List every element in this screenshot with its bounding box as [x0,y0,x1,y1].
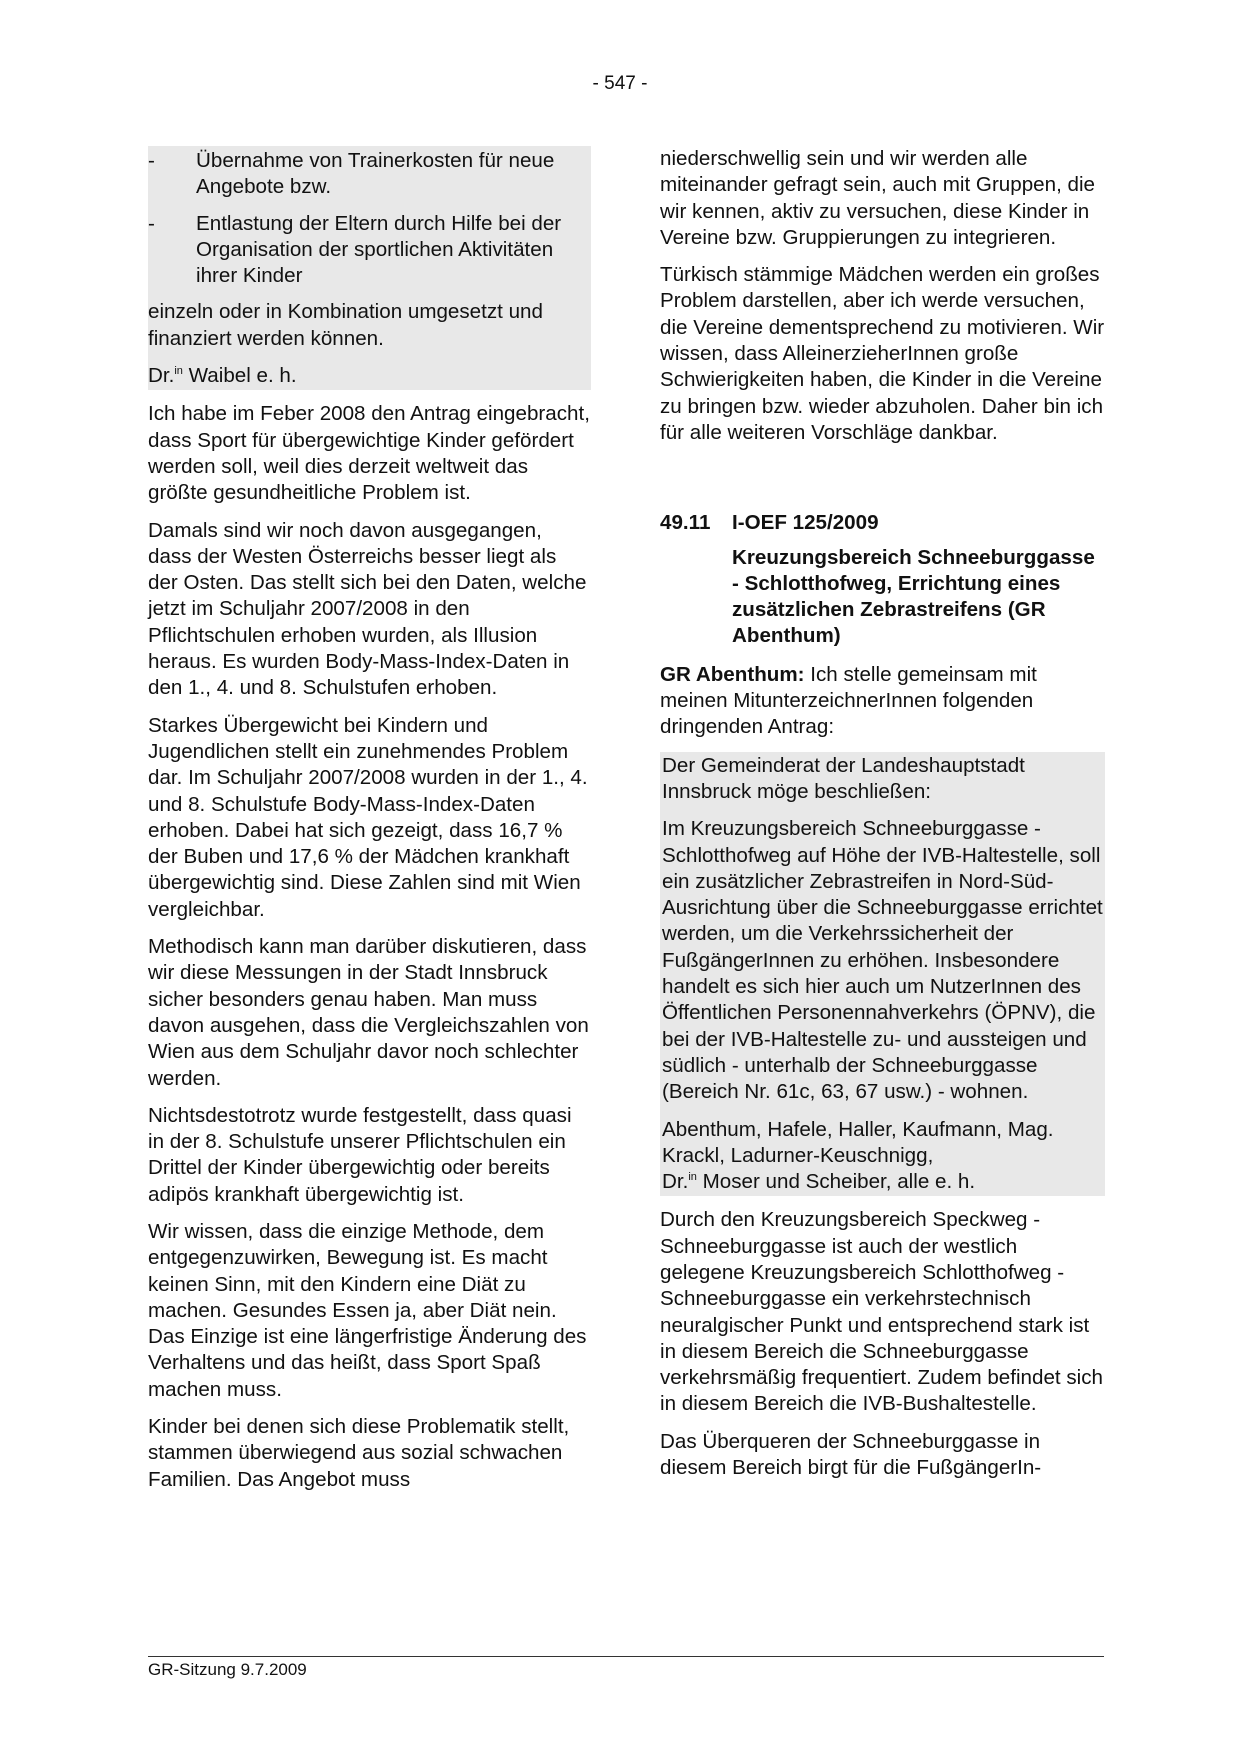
bullet-item [148,148,591,201]
bullet-text: Übernahme von Trainerkosten für neue Angebote bzw. [196,149,555,199]
bullet-dash: - [148,149,155,172]
section-heading [660,510,1105,649]
section-title: Kreuzungsbereich Schneeburggasse - Schlotthofweg, Errichtung eines zusätzlichen Zebrastreifens (GR Abenthum) [732,545,1095,648]
paragraph: Methodisch kann man darüber diskutieren, dass wir diese Messungen in der Stadt Innsbruck sicher besonders genau haben. Man muss davon ausgehen, dass die Vergleichszahlen von Wien aus dem Schuljahr davor noch schlechter werden. [148,935,589,1090]
paragraph: Starkes Übergewicht bei Kindern und Jugendlichen stellt ein zunehmendes Problem dar. Im Schuljahr 2007/2008 wurden in der 1., 4. und 8. Schulstufe Body-Mass-Index-Daten erhoben. Dabei hat sich gezeigt, dass 16,7 % der Buben und 17,6 % der Mädchen krankhaft übergewichtig sind. Diese Zahlen sind mit Wien vergleichbar. [148,713,588,921]
intro-text: Ich stelle gemeinsam mit meinen MitunterzeichnerInnen folgenden dringenden Antrag: [660,662,1037,739]
footer-divider [148,1656,1104,1657]
right-column [660,146,1105,1492]
left-column [148,146,591,1504]
motion-signers [662,1117,1105,1196]
bullet-dash: - [148,211,155,235]
paragraph: Wir wissen, dass die einzige Methode, dem entgegenzuwirken, Bewegung ist. Es macht keinen Sinn, mit den Kindern eine Diät zu machen. Gesundes Essen ja, aber Diät nein. Das Einzige ist eine längerfristige Änderung des Verhaltens und das heißt, dass Sport Spaß machen muss. [148,1219,587,1401]
speaker-name: GR Abenthum: [660,662,805,686]
section-number-line [660,510,1105,536]
signers-title: Dr. [662,1170,689,1194]
signature-title-sup: in [174,365,183,378]
signers-rest: Moser und Scheiber, alle e. h. [696,1170,976,1194]
page-number: - 547 - [592,73,648,94]
paragraph: Türkisch stämmige Mädchen werden ein großes Problem darstellen, aber ich werde versuchen, die Vereine dementsprechend zu motivieren. Wir wissen, dass AlleinerzieherInnen große Schwierigkeiten haben, die Kinder in die Vereine zu bringen bzw. wieder abzuholen. Daher bin ich für alle weiteren Vorschläge dankbar. [660,263,1105,444]
signature-title: Dr. [148,364,175,388]
paragraph: Ich habe im Feber 2008 den Antrag eingebracht, dass Sport für übergewichtige Kinder gefördert werden soll, weil dies derzeit weltweit das größte gesundheitliche Problem ist. [148,402,590,505]
bullet-text: Entlastung der Eltern durch Hilfe bei der Organisation der sportlichen Aktivitäten ihrer Kinder [196,211,562,288]
paragraph: Das Überqueren der Schneeburggasse in diesem Bereich birgt für die FußgängerIn- [660,1429,1042,1480]
signers-line: Abenthum, Hafele, Haller, Kaufmann, Mag. Krackl, Ladurner-Keuschnigg, [662,1117,1054,1167]
section-code: I-OEF 125/2009 [732,511,879,535]
paragraph: Kinder bei denen sich diese Problematik stellt, stammen überwiegend aus sozial schwachen Familien. Das Angebot muss [148,1415,570,1491]
motion-closing: einzeln oder in Kombination umgesetzt und finanziert werden können. [148,300,543,350]
intro-paragraph [660,662,1105,741]
motion-body: Im Kreuzungsbereich Schneeburggasse - Schlotthofweg auf Höhe der IVB-Haltestelle, soll ein zusätzlicher Zebrastreifen in Nord-Süd-Ausrichtung über die Schneeburggasse errichtet werden, um die Verkehrssicherheit der FußgängerInnen zu erhöhen. Insbesondere handelt es sich hier auch um NutzerInnen des Öffentlichen Personennahverkehrs (ÖPNV), die bei der IVB-Haltestelle zu- und aussteigen und südlich - unterhalb der Schneeburggasse (Bereich Nr. 61c, 63, 67 usw.) - wohnen. [662,817,1103,1104]
paragraph: Damals sind wir noch davon ausgegangen, dass der Westen Österreichs besser liegt als der Osten. Das stellt sich bei den Daten, welche jetzt im Schuljahr 2007/2008 in den Pflichtschulen erhoben wurden, als Illusion heraus. Es wurden Body-Mass-Index-Daten in den 1., 4. und 8. Schulstufen erhoben. [148,518,587,700]
motion-box [660,752,1105,1197]
quoted-motion-box [148,146,591,390]
signers-title-sup: in [688,1171,697,1184]
section-number: 49.11 [660,511,711,535]
motion-preamble: Der Gemeinderat der Landeshauptstadt Innsbruck möge beschließen: [662,753,1025,803]
footer-session: GR-Sitzung 9.7.2009 [148,1660,307,1679]
paragraph: niederschwellig sein und wir werden alle miteinander gefragt sein, auch mit Gruppen, die wir kennen, aktiv zu versuchen, diese Kinder in Vereine bzw. Gruppierungen zu integrieren. [660,147,1096,249]
signature [148,363,591,389]
paragraph: Nichtsdestotrotz wurde festgestellt, dass quasi in der 8. Schulstufe unserer Pflichtschulen ein Drittel der Kinder übergewichtig oder bereits adipös krankhaft übergewichtig ist. [148,1103,572,1206]
signature-name: Waibel e. h. [182,364,297,388]
bullet-item [148,211,591,290]
paragraph: Durch den Kreuzungsbereich Speckweg - Schneeburggasse ist auch der westlich gelegene Kreuzungsbereich Schlotthofweg - Schneeburggasse ein verkehrstechnisch neuralgischer Punkt und entsprechend stark ist in diesem Bereich die Schneeburggasse verkehrsmäßig frequentiert. Zudem befindet sich in diesem Bereich die IVB-Bushaltestelle. [660,1208,1103,1416]
